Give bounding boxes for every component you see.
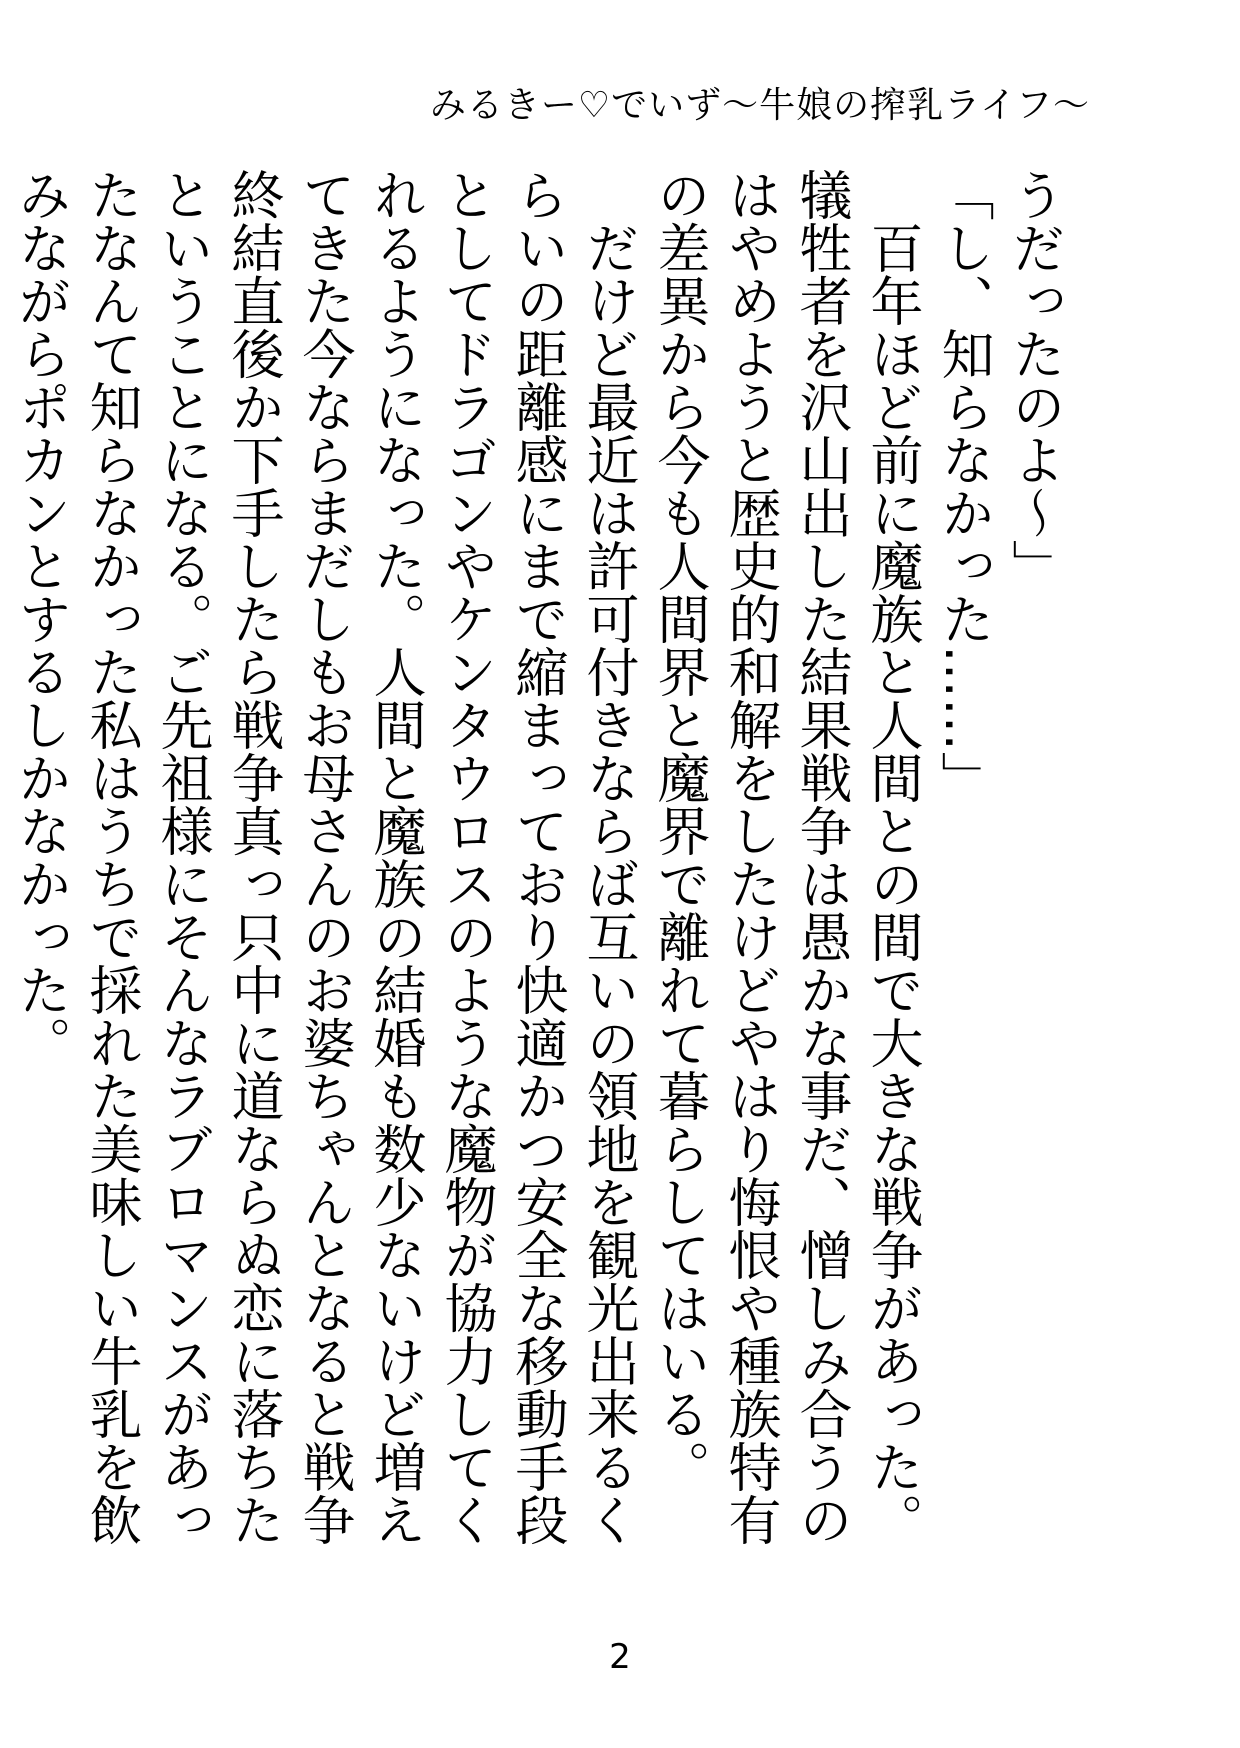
paragraph-4: だけど最近は許可付きならば互いの領地を観光出来るくらいの距離感にまで縮まっており快適かつ安全な移動手段としてドラゴンやケンタウロスのような魔物が協力してくれるようになった。人間と魔族の結婚も数少ないけど増えてきた今ならまだしもお母さんのお婆ちゃんとなると戦争終結直後か下手したら戦争真っ只中に道ならぬ恋に落ちたということになる。ご先祖様にそんなラブロマンスがあったなんて知らなかった私はうちで採れた美味しい牛乳を飲みながらポカンとするしかなかった。 xyxy=(10,168,639,1546)
running-header-title: みるきー♡でいず〜牛娘の搾乳ライフ〜 xyxy=(429,85,1090,126)
vertical-body-text xyxy=(10,168,1070,1598)
paragraph-3: 百年ほど前に魔族と人間との間で大きな戦争があった。犠牲者を沢山出した結果戦争は愚かな事だ、憎しみ合うのはやめようと歴史的和解をしたけどやはり悔恨や種族特有の差異から今も人間界と魔界で離れて暮らしてはいる。 xyxy=(649,168,923,1546)
page-number: 2 xyxy=(609,1637,631,1677)
paragraph-2: 「し、知らなかった……」 xyxy=(933,168,994,804)
paragraph-5 xyxy=(0,168,5,1598)
paragraph-1: うだったのよ〜」 xyxy=(1004,168,1065,592)
